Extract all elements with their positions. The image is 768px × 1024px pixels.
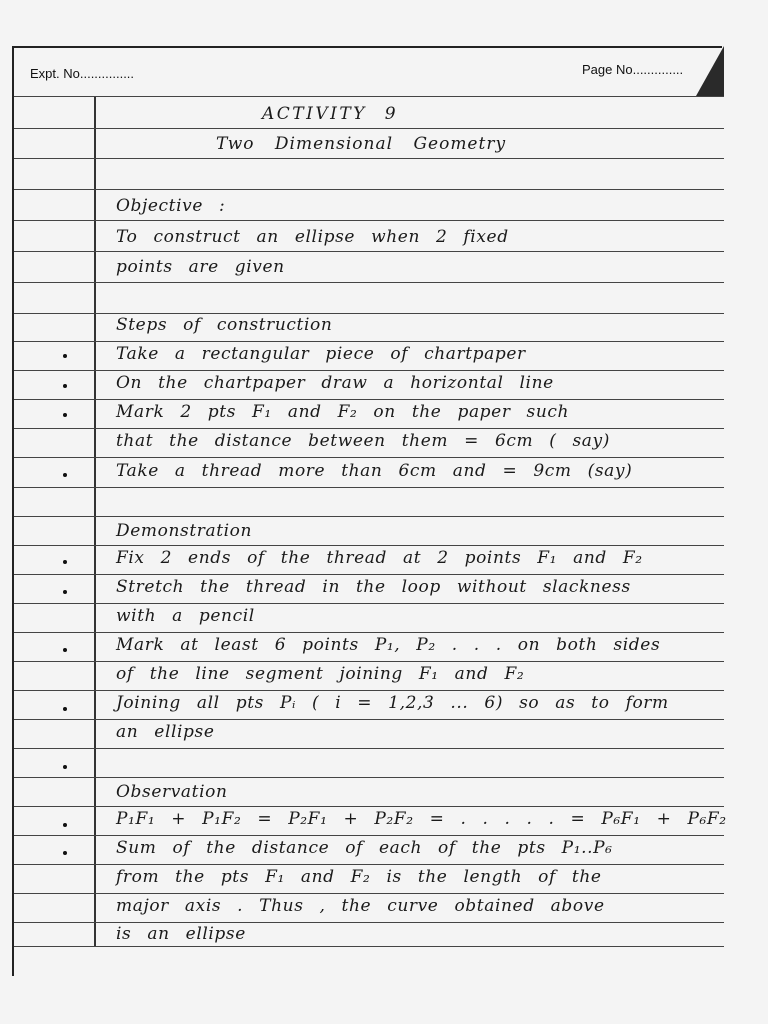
margin-line (94, 96, 96, 946)
bullet (63, 707, 67, 711)
demonstration-line: an ellipse (116, 722, 215, 742)
ruled-line (14, 251, 724, 252)
ruled-line (14, 516, 724, 517)
demonstration-line: Stretch the thread in the loop without slackness (116, 577, 631, 597)
steps-heading: Steps of construction (116, 315, 333, 335)
step-line: that the distance between them = 6cm ( say) (116, 431, 610, 451)
activity-subtitle: Two Dimensional Geometry (216, 134, 507, 154)
ruled-line (14, 128, 724, 129)
ruled-line (14, 313, 724, 314)
bullet (63, 354, 67, 358)
ruled-line (14, 158, 724, 159)
page-corner-mark (690, 46, 724, 96)
bullet (63, 473, 67, 477)
observation-heading: Observation (116, 782, 228, 802)
demonstration-heading: Demonstration (116, 521, 253, 541)
ruled-line (14, 603, 724, 604)
ruled-line (14, 545, 724, 546)
observation-line: is an ellipse (116, 924, 246, 944)
ruled-line (14, 189, 724, 190)
observation-line: major axis . Thus , the curve obtained above (116, 896, 605, 916)
step-line: Take a thread more than 6cm and = 9cm (say) (116, 461, 633, 481)
ruled-line (14, 864, 724, 865)
ruled-line (14, 922, 724, 923)
ruled-line (14, 661, 724, 662)
step-line: On the chartpaper draw a horizontal line (116, 373, 554, 393)
ruled-line (14, 282, 724, 283)
observation-line: Sum of the distance of each of the pts P₁..P₆ (116, 838, 613, 858)
experiment-number-label: Expt. No............... (30, 66, 135, 81)
objective-line: To construct an ellipse when 2 fixed (116, 227, 509, 247)
bullet (63, 560, 67, 564)
ruled-line (14, 835, 724, 836)
bullet (63, 648, 67, 652)
bullet (63, 413, 67, 417)
demonstration-line: Fix 2 ends of the thread at 2 points F₁ and F₂ (116, 548, 643, 568)
step-line: Mark 2 pts F₁ and F₂ on the paper such (116, 402, 570, 422)
demonstration-line: with a pencil (116, 606, 255, 626)
demonstration-line: of the line segment joining F₁ and F₂ (116, 664, 525, 684)
ruled-line (14, 748, 724, 749)
ruled-line (14, 370, 724, 371)
step-line: Take a rectangular piece of chartpaper (116, 344, 526, 364)
objective-heading: Objective : (116, 196, 226, 216)
ruled-line (14, 946, 724, 947)
demonstration-line: Joining all pts Pᵢ ( i = 1,2,3 ... 6) so as to form (116, 693, 669, 713)
ruled-line (14, 399, 724, 400)
ruled-line (14, 574, 724, 575)
ruled-line (14, 487, 724, 488)
ruled-line (14, 341, 724, 342)
objective-line: points are given (116, 257, 285, 277)
ruled-line (14, 96, 724, 97)
bullet (63, 823, 67, 827)
ruled-line (14, 632, 724, 633)
observation-line: from the pts F₁ and F₂ is the length of the (116, 867, 602, 887)
ruled-line (14, 777, 724, 778)
ruled-line (14, 220, 724, 221)
ruled-line (14, 806, 724, 807)
ruled-line (14, 893, 724, 894)
bullet (63, 851, 67, 855)
ruled-line (14, 457, 724, 458)
ruled-line (14, 719, 724, 720)
bullet (63, 765, 67, 769)
observation-line: P₁F₁ + P₁F₂ = P₂F₁ + P₂F₂ = . . . . . = P₆F₁ + P₆F₂ (116, 809, 727, 829)
bullet (63, 384, 67, 388)
page-border (12, 46, 726, 976)
activity-title: ACTIVITY 9 (262, 104, 399, 124)
ruled-line (14, 428, 724, 429)
page-number-label: Page No.............. (582, 62, 684, 77)
demonstration-line: Mark at least 6 points P₁, P₂ . . . on both sides (116, 635, 661, 655)
bullet (63, 590, 67, 594)
ruled-line (14, 690, 724, 691)
